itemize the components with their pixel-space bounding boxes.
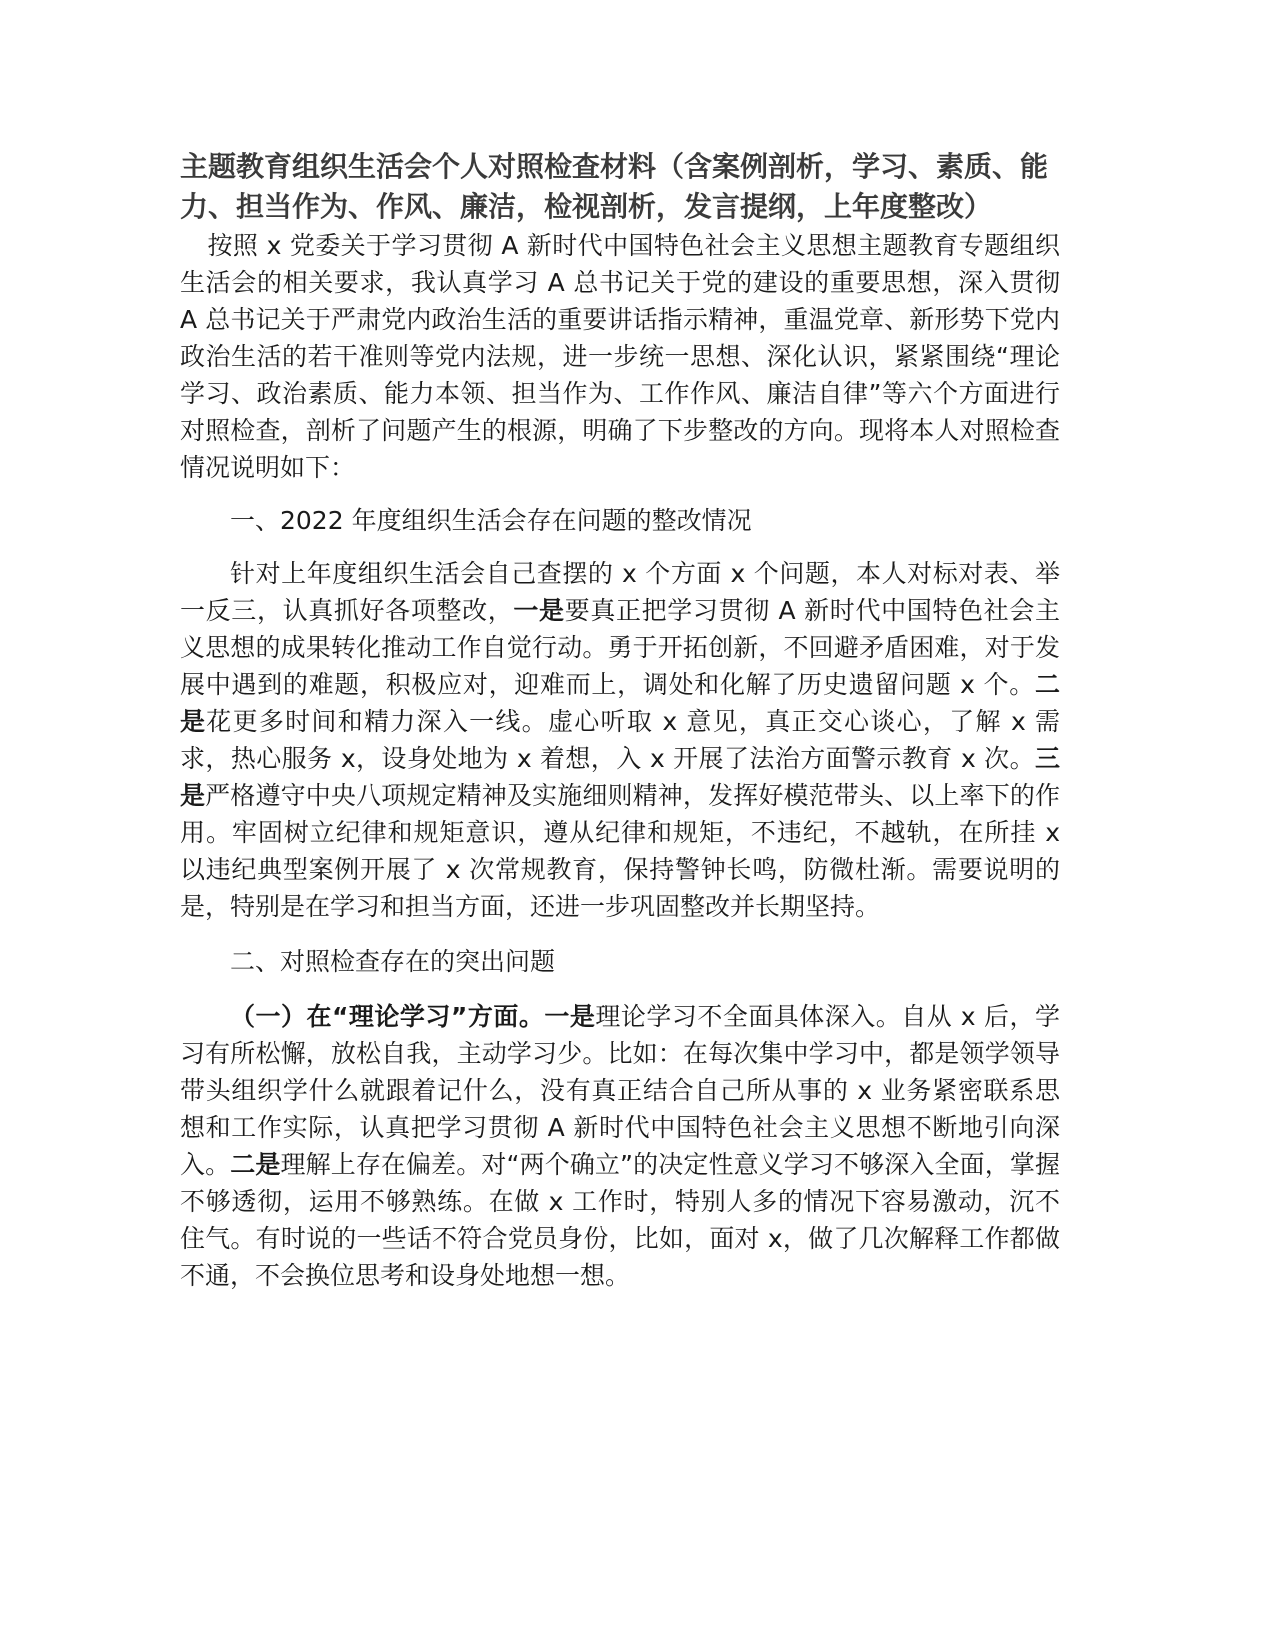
section-1-paragraph bbox=[180, 555, 1060, 925]
bold-marker: 一是 bbox=[544, 1002, 596, 1031]
intro-paragraph: 按照 x 党委关于学习贯彻 A 新时代中国特色社会主义思想主题教育专题组织生活会的相关要求，我认真学习 A 总书记关于党的建设的重要思想，深入贯彻 A 总书记关于严肃党内政治生活的重要讲话指示精神，重温党章、新形势下党内政治生活的若干准则等党内法规，进一步统一思想、深化认识，紧紧围绕“理论学习、政治素质、能力本领、担当作为、工作作风、廉洁自律”等六个方面进行对照检查，剖析了问题产生的根源，明确了下步整改的方向。现将本人对照检查情况说明如下： bbox=[180, 231, 1060, 482]
bold-marker: 二是 bbox=[180, 670, 1060, 736]
spacer bbox=[180, 539, 1060, 555]
section-2-paragraph bbox=[180, 998, 1060, 1294]
spacer bbox=[180, 925, 1060, 943]
section-heading-2: 二、对照检查存在的突出问题 bbox=[230, 947, 556, 976]
subsection-heading: （一）在“理论学习”方面。 bbox=[230, 1002, 545, 1031]
document-title: 主题教育组织生活会个人对照检查材料（含案例剖析，学习、素质、能力、担当作为、作风、廉洁，检视剖析，发言提纲，上年度整改） bbox=[180, 150, 1049, 223]
section-heading-1: 一、2022 年度组织生活会存在问题的整改情况 bbox=[230, 506, 752, 535]
body-text: 理解上存在偏差。对“两个确立”的决定性意义学习不够深入全面，掌握不够透彻，运用不够熟练。在做 x 工作时，特别人多的情况下容易激动，沉不住气。有时说的一些话不符合党员身份，比如，面对 x，做了几次解释工作都做不通，不会换位思考和设身处地想一想。 bbox=[180, 1150, 1060, 1290]
body-text: 花更多时间和精力深入一线。虚心听取 x 意见，真正交心谈心，了解 x 需求，热心服务 x，设身处地为 x 着想，入 x 开展了法治方面警示教育 x 次。 bbox=[180, 707, 1060, 773]
body-text: 要真正把学习贯彻 A 新时代中国特色社会主义思想的成果转化推动工作自觉行动。勇于开拓创新，不回避矛盾困难，对于发展中遇到的难题，积极应对，迎难而上，调处和化解了历史遗留问题 x 个。 bbox=[180, 596, 1060, 699]
bold-marker: 二是 bbox=[230, 1150, 281, 1179]
spacer bbox=[180, 486, 1060, 502]
body-text: 严格遵守中央八项规定精神及实施细则精神，发挥好模范带头、以上率下的作用。牢固树立纪律和规矩意识，遵从纪律和规矩，不违纪，不越轨，在所挂 x 以违纪典型案例开展了 x 次常规教育，保持警钟长鸣，防微杜渐。需要说明的是，特别是在学习和担当方面，还进一步巩固整改并长期坚持。 bbox=[180, 781, 1060, 921]
bold-marker: 三是 bbox=[180, 744, 1060, 810]
body-text: 理论学习不全面具体深入。自从 x 后，学习有所松懈，放松自我，主动学习少。比如：在每次集中学习中，都是领学领导带头组织学什么就跟着记什么，没有真正结合自己所从事的 x 业务紧密联系思想和工作实际，认真把学习贯彻 A 新时代中国特色社会主义思想不断地引向深入。 bbox=[180, 1002, 1060, 1179]
body-text: 针对上年度组织生活会自己查摆的 x 个方面 x 个问题，本人对标对表、举一反三，认真抓好各项整改， bbox=[180, 559, 1060, 625]
spacer bbox=[180, 980, 1060, 998]
document-page bbox=[180, 147, 1060, 1294]
bold-marker: 一是 bbox=[513, 596, 565, 625]
